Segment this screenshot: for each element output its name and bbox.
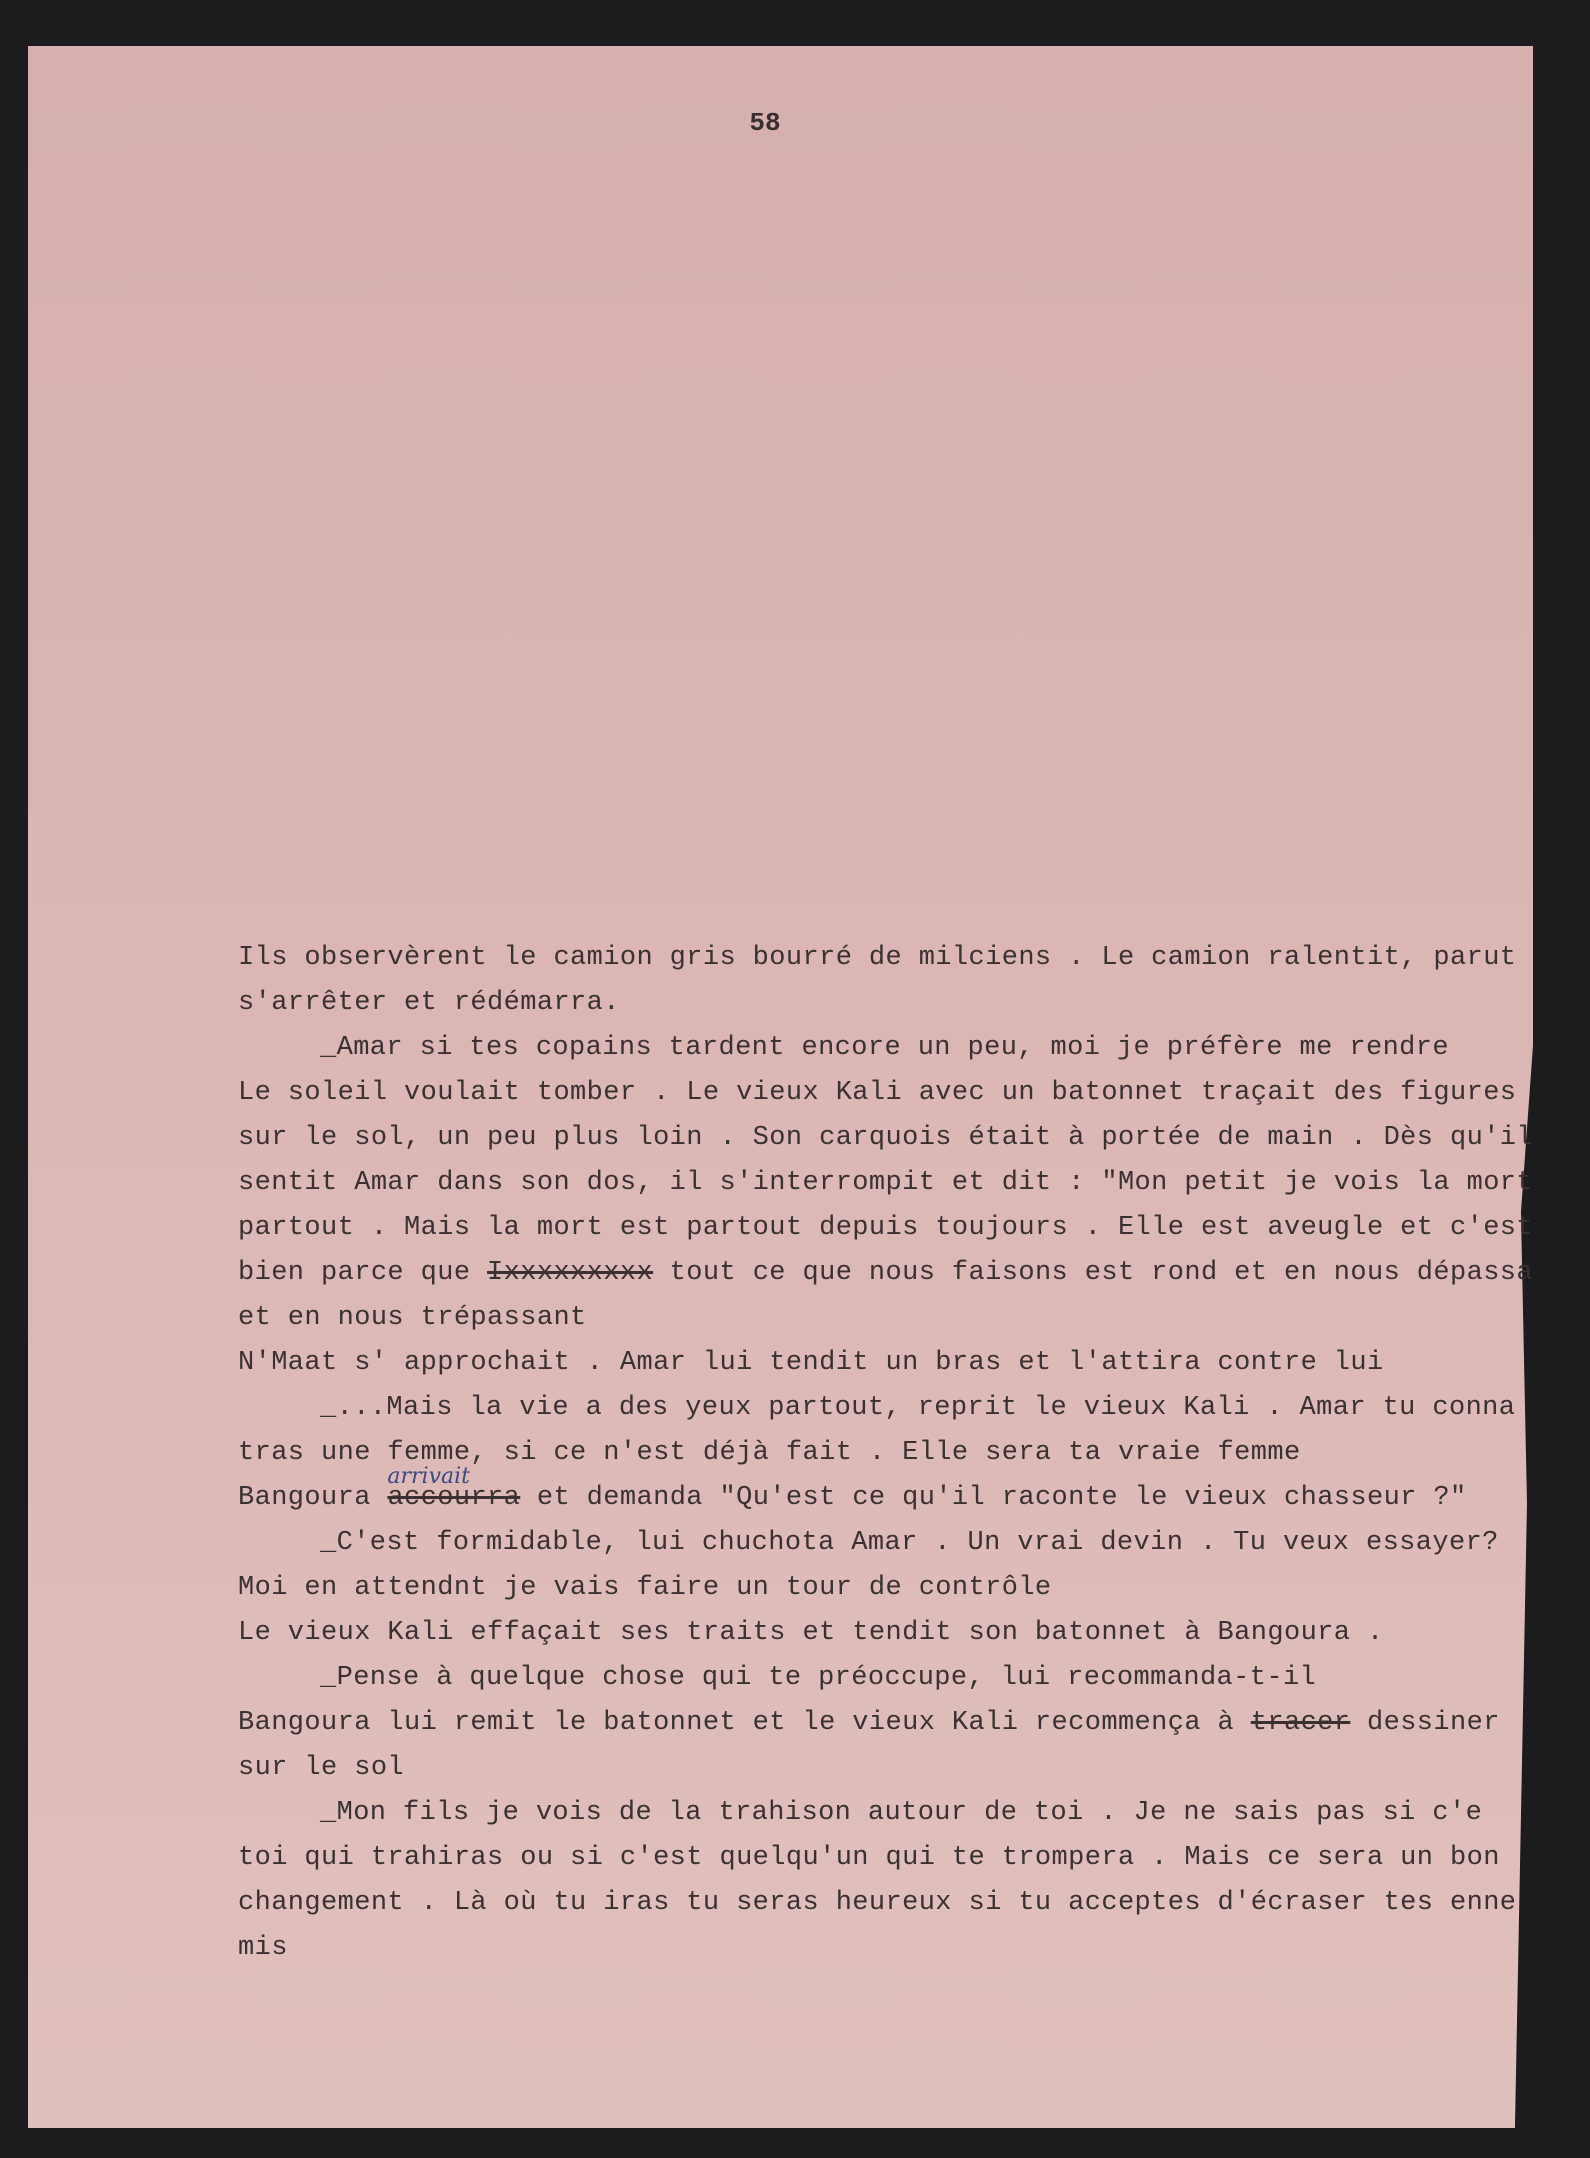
text-line bbox=[238, 1116, 1538, 1161]
line-text: s'arrêter et rédémarra. bbox=[238, 988, 620, 1018]
line-text: Le vieux Kali effaçait ses traits et tendit son batonnet à Bangoura . bbox=[238, 1618, 1384, 1648]
text-line bbox=[238, 1161, 1538, 1206]
line-text: toi qui trahiras ou si c'est quelqu'un qui te trompera . Mais ce sera un bon bbox=[238, 1843, 1500, 1873]
line-text: sur le sol bbox=[238, 1753, 405, 1783]
text-line bbox=[238, 1566, 1538, 1611]
line-text: et en nous trépassant bbox=[238, 1303, 587, 1333]
text-line bbox=[238, 1026, 1538, 1071]
text-line bbox=[238, 1071, 1538, 1116]
line-text: _Mon fils je vois de la trahison autour de toi . Je ne sais pas si c'e bbox=[320, 1798, 1483, 1828]
text-line bbox=[238, 981, 1538, 1026]
line-text: dessiner bbox=[1350, 1708, 1500, 1738]
page-number: 58 bbox=[749, 108, 781, 138]
line-text: Bangoura bbox=[238, 1483, 388, 1513]
text-line bbox=[238, 1386, 1538, 1431]
text-line bbox=[238, 1464, 1538, 1521]
line-text: _...Mais la vie a des yeux partout, reprit le vieux Kali . Amar tu conna bbox=[320, 1393, 1516, 1423]
text-line bbox=[238, 1881, 1538, 1926]
text-line bbox=[238, 1206, 1538, 1251]
text-line bbox=[238, 1656, 1538, 1701]
line-text: partout . Mais la mort est partout depuis toujours . Elle est aveugle et c'est bbox=[238, 1213, 1534, 1243]
line-text: mis bbox=[238, 1933, 288, 1963]
line-text: Bangoura lui remit le batonnet et le vieux Kali recommença à bbox=[238, 1708, 1251, 1738]
text-line bbox=[238, 1521, 1538, 1566]
text-line bbox=[238, 1296, 1538, 1341]
line-text: sur le sol, un peu plus loin . Son carquois était à portée de main . Dès qu'il bbox=[238, 1123, 1534, 1153]
line-text: et demanda "Qu'est ce qu'il raconte le vieux chasseur ?" bbox=[520, 1483, 1467, 1513]
line-text: Le soleil voulait tomber . Le vieux Kali avec un batonnet traçait des figures bbox=[238, 1078, 1517, 1108]
line-text: tout ce que nous faisons est rond et en nous dépassa bbox=[653, 1258, 1534, 1288]
text-line bbox=[238, 936, 1538, 981]
line-text: changement . Là où tu iras tu seras heureux si tu acceptes d'écraser tes enne bbox=[238, 1888, 1517, 1918]
line-text: bien parce que bbox=[238, 1258, 488, 1288]
struck-text: Ixxxxxxxxx bbox=[487, 1258, 654, 1288]
text-line bbox=[238, 1836, 1538, 1881]
handwritten-correction: arrivait bbox=[387, 1464, 470, 1489]
struck-text: tracer bbox=[1250, 1708, 1351, 1738]
line-text: N'Maat s' approchait . Amar lui tendit un bras et l'attira contre lui bbox=[238, 1348, 1384, 1378]
typewritten-text bbox=[238, 936, 1538, 1971]
text-line bbox=[238, 1746, 1538, 1791]
text-line bbox=[238, 1341, 1538, 1386]
line-text: tras une femme, si ce n'est déjà fait . Elle sera ta vraie femme bbox=[238, 1438, 1301, 1468]
line-text: Moi en attendnt je vais faire un tour de contrôle bbox=[238, 1573, 1052, 1603]
struck-text: accourra bbox=[387, 1483, 521, 1513]
text-line bbox=[238, 1611, 1538, 1656]
text-line bbox=[238, 1791, 1538, 1836]
line-text: _Pense à quelque chose qui te préoccupe, lui recommanda-t-il bbox=[320, 1663, 1317, 1693]
line-text: _Amar si tes copains tardent encore un peu, moi je préfère me rendre bbox=[320, 1033, 1449, 1063]
text-line bbox=[238, 1926, 1538, 1971]
line-text: Ils observèrent le camion gris bourré de milciens . Le camion ralentit, parut bbox=[238, 943, 1517, 973]
line-text: sentit Amar dans son dos, il s'interrompit et dit : "Mon petit je vois la mort bbox=[238, 1168, 1534, 1198]
text-line bbox=[238, 1701, 1538, 1746]
text-line bbox=[238, 1251, 1538, 1296]
line-text: _C'est formidable, lui chuchota Amar . Un vrai devin . Tu veux essayer? bbox=[320, 1528, 1499, 1558]
